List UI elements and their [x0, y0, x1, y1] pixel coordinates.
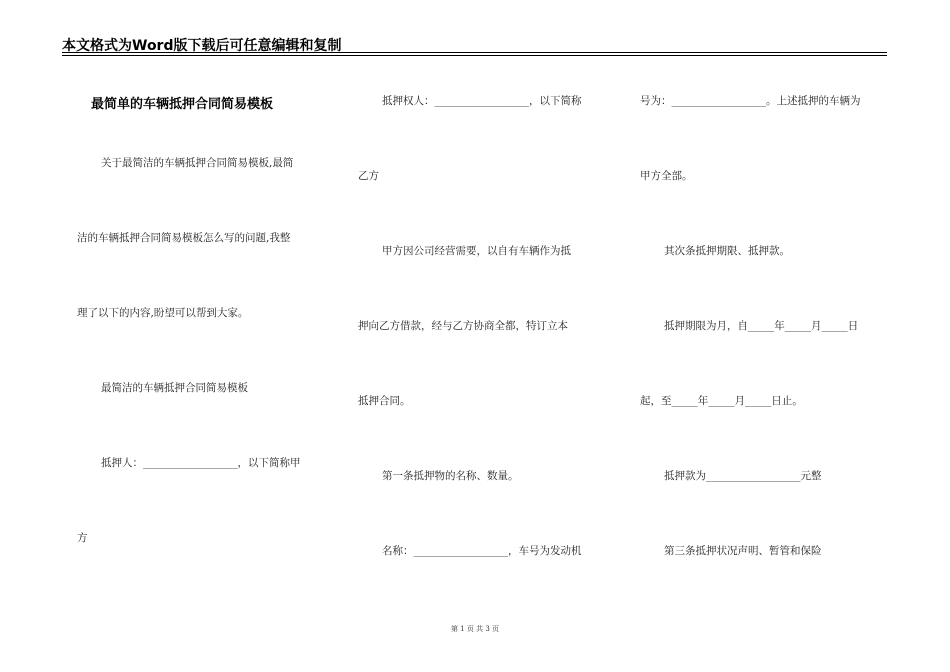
paragraph-line: 号为：__________________。上述抵押的车辆为 — [640, 95, 861, 107]
page-number-footer: 第 1 页 共 3 页 — [450, 625, 500, 633]
paragraph-line: 第一条抵押物的名称、数量。 — [382, 470, 519, 482]
paragraph-line: 抵押权人：__________________，以下简称 — [382, 95, 582, 107]
paragraph-line: 抵押款为__________________元整 — [664, 470, 822, 482]
paragraph-line: 方 — [77, 532, 88, 544]
paragraph-line: 关于最简洁的车辆抵押合同简易模板,最简 — [101, 157, 294, 169]
paragraph-line: 乙方 — [358, 170, 379, 182]
paragraph-line: 抵押人：__________________，以下简称甲 — [101, 457, 301, 469]
paragraph-line: 押向乙方借款，经与乙方协商全都，特订立本 — [358, 320, 568, 332]
document-title: 最简单的车辆抵押合同简易模板 — [91, 97, 274, 112]
page-header-title: 本文格式为Word版下载后可任意编辑和复制 — [62, 38, 342, 54]
paragraph-line: 名称：__________________，车号为发动机 — [382, 545, 582, 557]
header-divider-top — [62, 52, 887, 53]
paragraph-line: 甲方因公司经营需要，以自有车辆作为抵 — [382, 245, 571, 257]
paragraph-line: 第三条抵押状况声明、暂管和保险 — [664, 545, 822, 557]
paragraph-line: 最简洁的车辆抵押合同简易模板 — [101, 382, 248, 394]
paragraph-line: 理了以下的内容,盼望可以帮到大家。 — [77, 307, 249, 319]
paragraph-line: 抵押合同。 — [358, 395, 411, 407]
paragraph-line: 其次条抵押期限、抵押款。 — [664, 245, 790, 257]
paragraph-line: 洁的车辆抵押合同简易模板怎么写的问题,我整 — [77, 232, 291, 244]
paragraph-line: 起，至_____年_____月_____日止。 — [640, 395, 803, 407]
paragraph-line: 甲方全部。 — [640, 170, 693, 182]
paragraph-line: 抵押期限为月，自_____年_____月_____日 — [664, 320, 859, 332]
header-divider-bottom — [62, 55, 887, 56]
